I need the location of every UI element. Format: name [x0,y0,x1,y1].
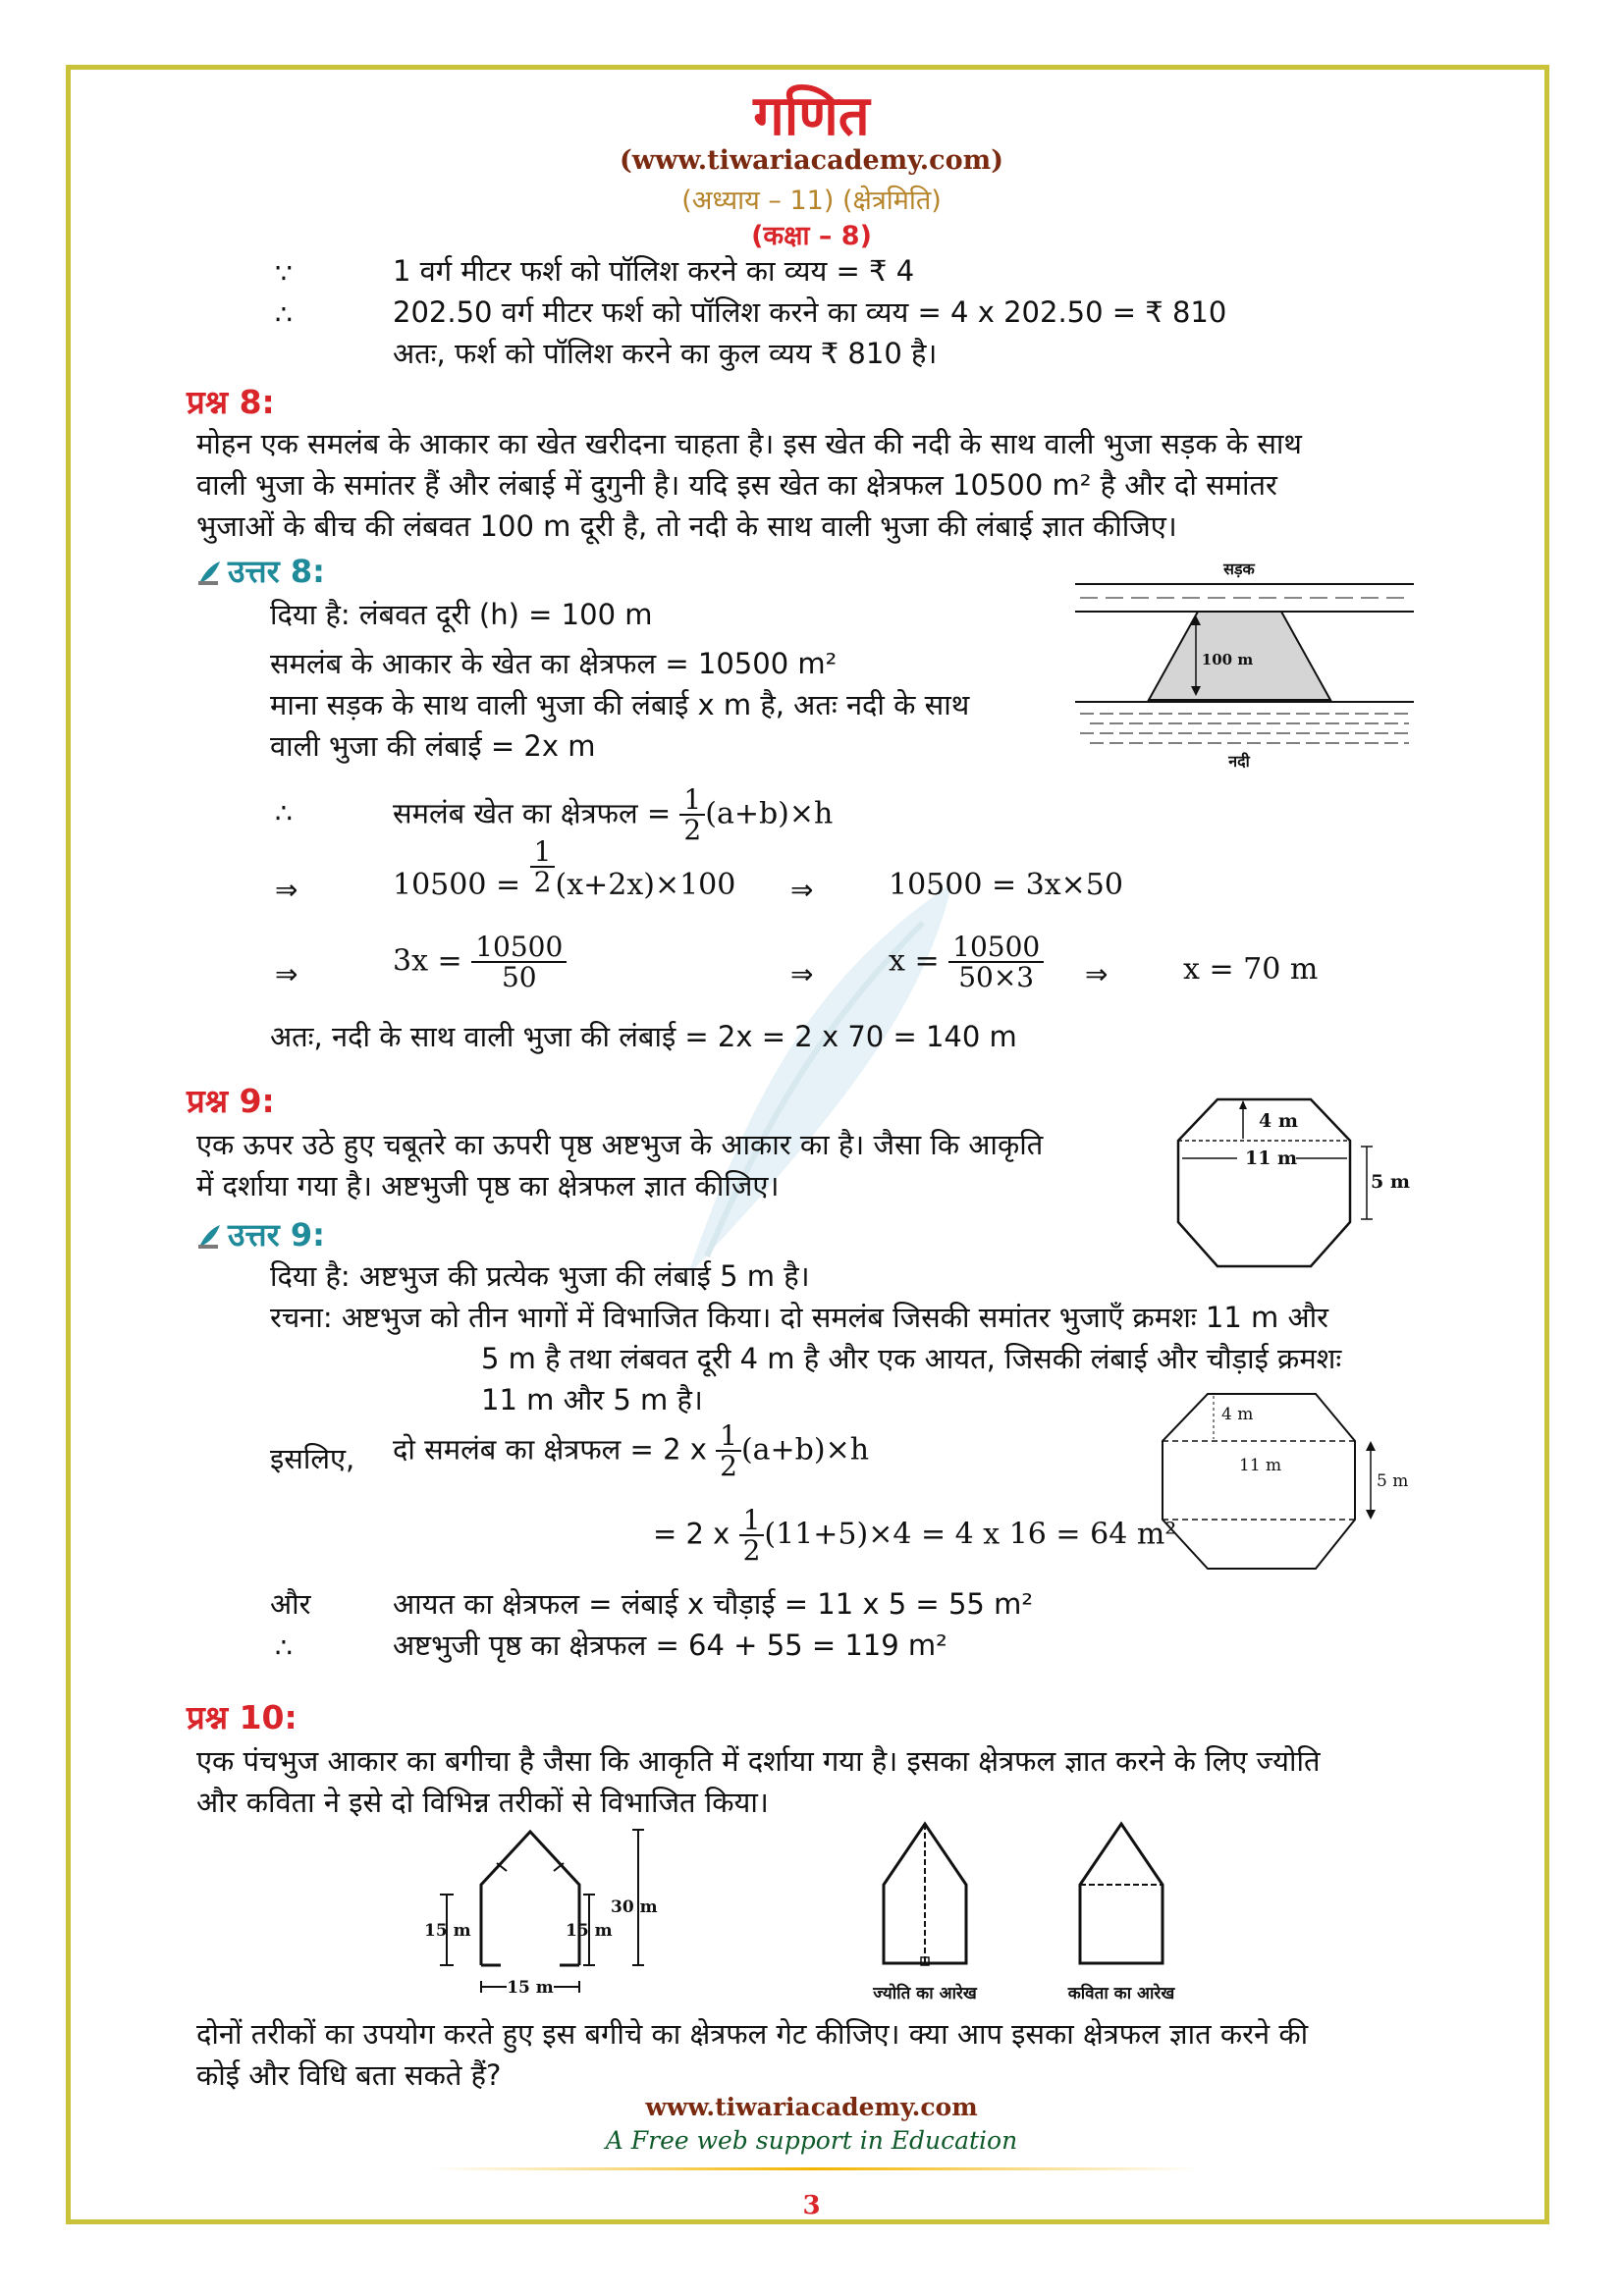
q9-therefore: ∴ [275,1631,293,1664]
q10-division-diagrams [835,1816,1227,2012]
answer-8-label: उत्तर 8: [196,550,325,592]
footer-divider [432,2167,1198,2170]
question-8-label: प्रश्न 8: [187,383,275,421]
q9-hence: इसलिए, [270,1442,355,1475]
therefore-symbol: ∴ [275,298,293,331]
q9-rect-line: आयत का क्षेत्रफल = लंबाई x चौड़ाई = 11 x 5 = 55 m² [393,1587,1033,1621]
jyoti-label: ज्योति का आरेख [873,1984,977,2003]
q8-area-line: समलंब के आकार के खेत का क्षेत्रफल = 10500 m² [270,647,838,680]
answer-9-label: उत्तर 9: [196,1213,325,1255]
kavita-label: कविता का आरेख [1067,1984,1175,2003]
oct2-h-label: 4 m [1221,1405,1254,1424]
total-height-label: 30 m [611,1897,658,1917]
header-website: (www.tiwariacademy.com) [620,145,1003,176]
q9-and: और [270,1587,311,1621]
q10-text-3: दोनों तरीकों का उपयोग करते हुए इस बगीचे का क्षेत्रफल गेट कीजिए। क्या आप इसका क्षेत्रफल ज्ञात करने की [196,2017,1309,2051]
footer-tagline: A Free web support in Education [605,2126,1018,2155]
q8-implies-1: ⇒ [275,874,298,906]
q9-octagon-divided-figure [1149,1382,1409,1578]
mid-height-label: 15 m [566,1921,613,1941]
q9-text-1: एक ऊपर उठे हुए चबूतरे का ऊपरी पृष्ठ अष्टभुज के आकार का है। जैसा कि आकृति [196,1128,1044,1161]
header-class: (कक्षा – 8) [751,221,872,251]
q10-text-1: एक पंचभुज आकार का बगीचा है जैसा कि आकृति में दर्शाया गया है। इसका क्षेत्रफल ज्ञात करने के लिए ज्योति [196,1744,1321,1778]
top-line-3: अतः, फर्श को पॉलिश करने का कुल व्यय ₹ 810 है। [393,337,938,370]
oct1-h-label: 4 m [1259,1110,1298,1132]
oct2-w-label: 11 m [1239,1456,1282,1475]
q8-trapezium-figure [1070,555,1424,785]
q8-step-2: 3x = $\frac{10500}{50}$ [393,933,567,992]
q8-implies-5: ⇒ [1085,958,1109,990]
base-label: 15 m [507,1978,554,1998]
q9-given: दिया है: अष्टभुज की प्रत्येक भुजा की लंबाई 5 m है। [270,1259,810,1293]
q8-therefore: ∴ [275,797,293,829]
road-label: सड़क [1223,560,1255,578]
q8-given: दिया है: लंबवत दूरी (h) = 100 m [270,598,653,631]
river-label: नदी [1228,752,1250,771]
q10-text-4: कोई और विधि बता सकते हैं? [196,2058,502,2092]
q9-construct-3: 11 m और 5 m है। [481,1383,703,1416]
because-symbol: ∵ [275,257,293,290]
page-title: गणित [753,84,870,148]
q8-step-1-right: 10500 = 3x×50 [889,868,1123,902]
question-10-label: प्रश्न 10: [187,1698,298,1736]
q8-step-2-right: x = 70 m [1183,952,1319,987]
q8-assume-2: वाली भुजा की लंबाई = 2x m [270,729,596,763]
top-line-2: 202.50 वर्ग मीटर फर्श को पॉलिश करने का व्यय = 4 x 202.50 = ₹ 810 [393,295,1227,329]
q9-octagon-figure [1168,1090,1414,1286]
watermark-logo [628,864,982,1315]
q9-total-line: अष्टभुजी पृष्ठ का क्षेत्रफल = 64 + 55 = 119 m² [393,1629,947,1662]
q8-text-2: वाली भुजा के समांतर हैं और लंबाई में दुगुनी है। यदि इस खेत का क्षेत्रफल 10500 m² है और दो समांतर [196,468,1277,502]
q8-formula: समलंब खेत का क्षेत्रफल = $\frac{1}{2}$ (a+b)×h [393,783,834,847]
oct1-s-label: 5 m [1371,1171,1410,1193]
q10-text-2: और कविता ने इसे दो विभिन्न तरीकों से विभाजित किया। [196,1786,769,1819]
q8-step-1: 10500 = $\frac{1}{2}$ (x+2x)×100 [393,834,736,902]
q8-implies-2: ⇒ [790,874,814,906]
q9-construct-2: 5 m है तथा लंबवत दूरी 4 m है और एक आयत, जिसकी लंबाई और चौड़ाई क्रमशः [481,1342,1342,1375]
q9-text-2: में दर्शाया गया है। अष्टभुजी पृष्ठ का क्षेत्रफल ज्ञात कीजिए। [196,1169,780,1202]
q8-text-3: भुजाओं के बीच की लंबवत 100 m दूरी है, तो नदी के साथ वाली भुजा की लंबाई ज्ञात कीजिए। [196,509,1177,543]
q8-implies-3: ⇒ [275,958,298,990]
q9-construct-1: रचना: अष्टभुज को तीन भागों में विभाजित किया। दो समलंब जिसकी समांतर भुजाएँ क्रमशः 11 m और [270,1301,1329,1334]
q8-conclusion: अतः, नदी के साथ वाली भुजा की लंबाई = 2x = 2 x 70 = 140 m [270,1020,1017,1053]
page-number: 3 [802,2191,821,2220]
book-icon [196,560,222,587]
header-chapter: (अध्याय – 11) (क्षेत्रमिति) [681,186,942,216]
q9-trap-formula: दो समलंब का क्षेत्रफल = 2 x $\frac{1}{2}$ (a+b)×h [393,1419,870,1483]
footer-website: www.tiwariacademy.com [645,2093,978,2121]
top-line-1: 1 वर्ग मीटर फर्श को पॉलिश करने का व्यय = ₹ 4 [393,254,915,288]
q8-implies-4: ⇒ [790,958,814,990]
q9-trap-calc: = 2 x $\frac{1}{2}$ (11+5)×4 = 4 x 16 = 64 m² [653,1504,1177,1568]
question-9-label: प्रश्न 9: [187,1082,275,1120]
book-icon [196,1223,222,1251]
oct2-s-label: 5 m [1377,1471,1409,1491]
q8-step-2-mid: x = $\frac{10500}{50\times 3}$ [889,933,1044,992]
oct1-w-label: 11 m [1245,1148,1298,1169]
q8-assume-1: माना सड़क के साथ वाली भुजा की लंबाई x m है, अतः नदी के साथ [270,688,970,721]
q10-pentagon-figure [412,1816,707,2012]
q8-text-1: मोहन एक समलंब के आकार का खेत खरीदना चाहता है। इस खेत की नदी के साथ वाली भुजा सड़क के साथ [196,427,1302,460]
left-height-label: 15 m [424,1921,471,1941]
height-label: 100 m [1201,651,1254,668]
